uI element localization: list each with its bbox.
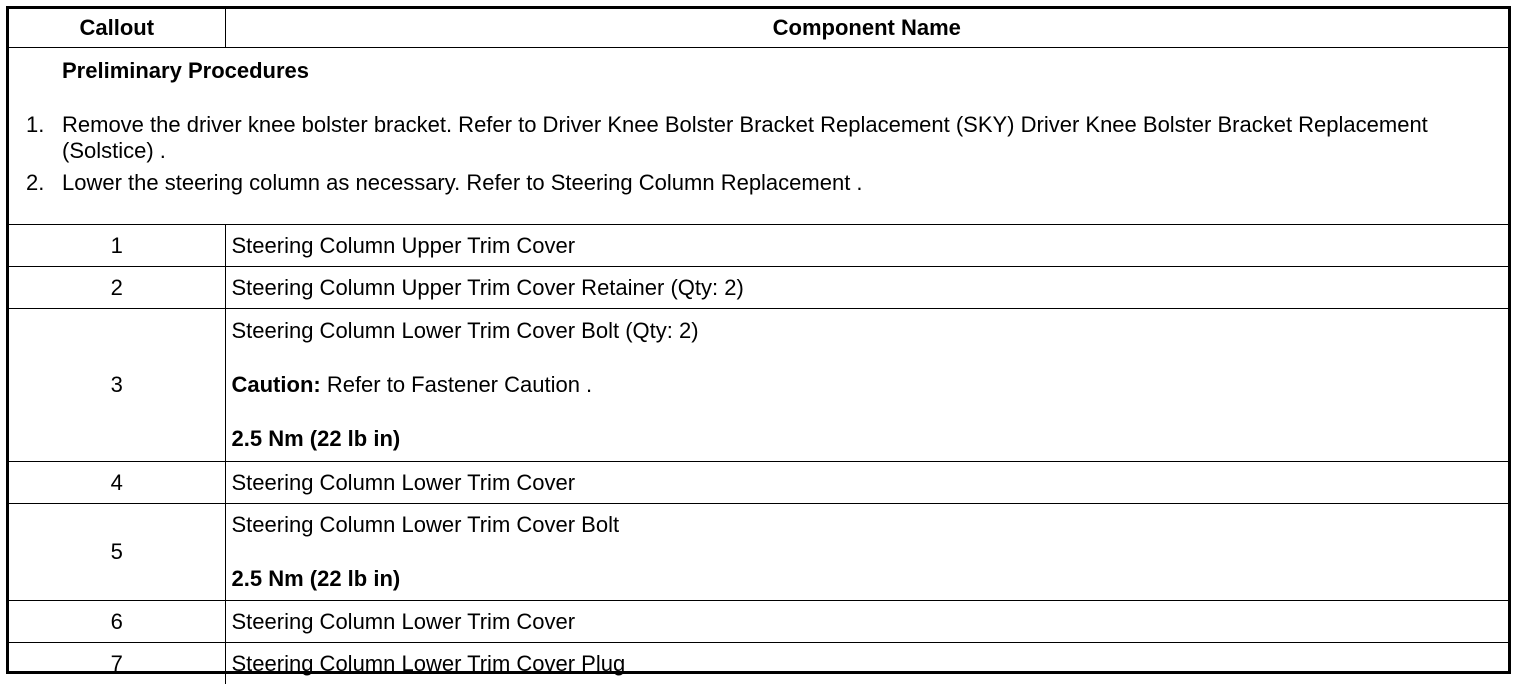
component-name-cell: Steering Column Lower Trim Cover [225,601,1508,643]
step-number: 2. [26,170,44,196]
callout-cell: 3 [9,309,225,462]
table-row [9,462,1508,504]
callout-cell: 7 [9,643,225,684]
table-row [9,225,1508,267]
component-name-cell: Steering Column Lower Trim Cover Plug [225,643,1508,684]
step-text: Lower the steering column as necessary. Refer to Steering Column Replacement . [62,170,863,195]
component-name-header: Component Name [225,9,1508,48]
preliminary-row [9,48,1508,225]
table-row [9,309,1508,462]
step-text: Remove the driver knee bolster bracket. Refer to Driver Knee Bolster Bracket Replacement (SKY) Driver Knee Bolster Bracket Replacement (Solstice) . [62,112,1428,163]
component-table-frame [6,6,1511,674]
callout-cell: 2 [9,267,225,309]
component-name-cell: Steering Column Upper Trim Cover [225,225,1508,267]
caution-note [232,372,1509,398]
component-name-cell [225,504,1508,601]
callout-cell: 5 [9,504,225,601]
preliminary-steps-list [9,112,1508,196]
step-number: 1. [26,112,44,138]
caution-label: Caution: [232,372,321,397]
component-name-cell: Steering Column Lower Trim Cover [225,462,1508,504]
callout-cell: 1 [9,225,225,267]
component-name-cell: Steering Column Upper Trim Cover Retainer (Qty: 2) [225,267,1508,309]
caution-text: Refer to Fastener Caution . [321,372,592,397]
component-name-cell [225,309,1508,462]
table-header-row [9,9,1508,48]
preliminary-step [9,170,1508,196]
callout-cell: 6 [9,601,225,643]
table-row [9,601,1508,643]
preliminary-title: Preliminary Procedures [62,58,1508,84]
component-name-text: Steering Column Lower Trim Cover Bolt [232,512,1509,538]
torque-spec: 2.5 Nm (22 lb in) [232,426,1509,452]
table-row [9,267,1508,309]
callout-header: Callout [9,9,225,48]
callout-cell: 4 [9,462,225,504]
preliminary-step [9,112,1508,164]
torque-spec: 2.5 Nm (22 lb in) [232,566,1509,592]
preliminary-procedures-cell [9,48,1508,225]
table-row [9,504,1508,601]
component-name-text: Steering Column Lower Trim Cover Bolt (Qty: 2) [232,318,1509,344]
component-table [9,9,1508,684]
